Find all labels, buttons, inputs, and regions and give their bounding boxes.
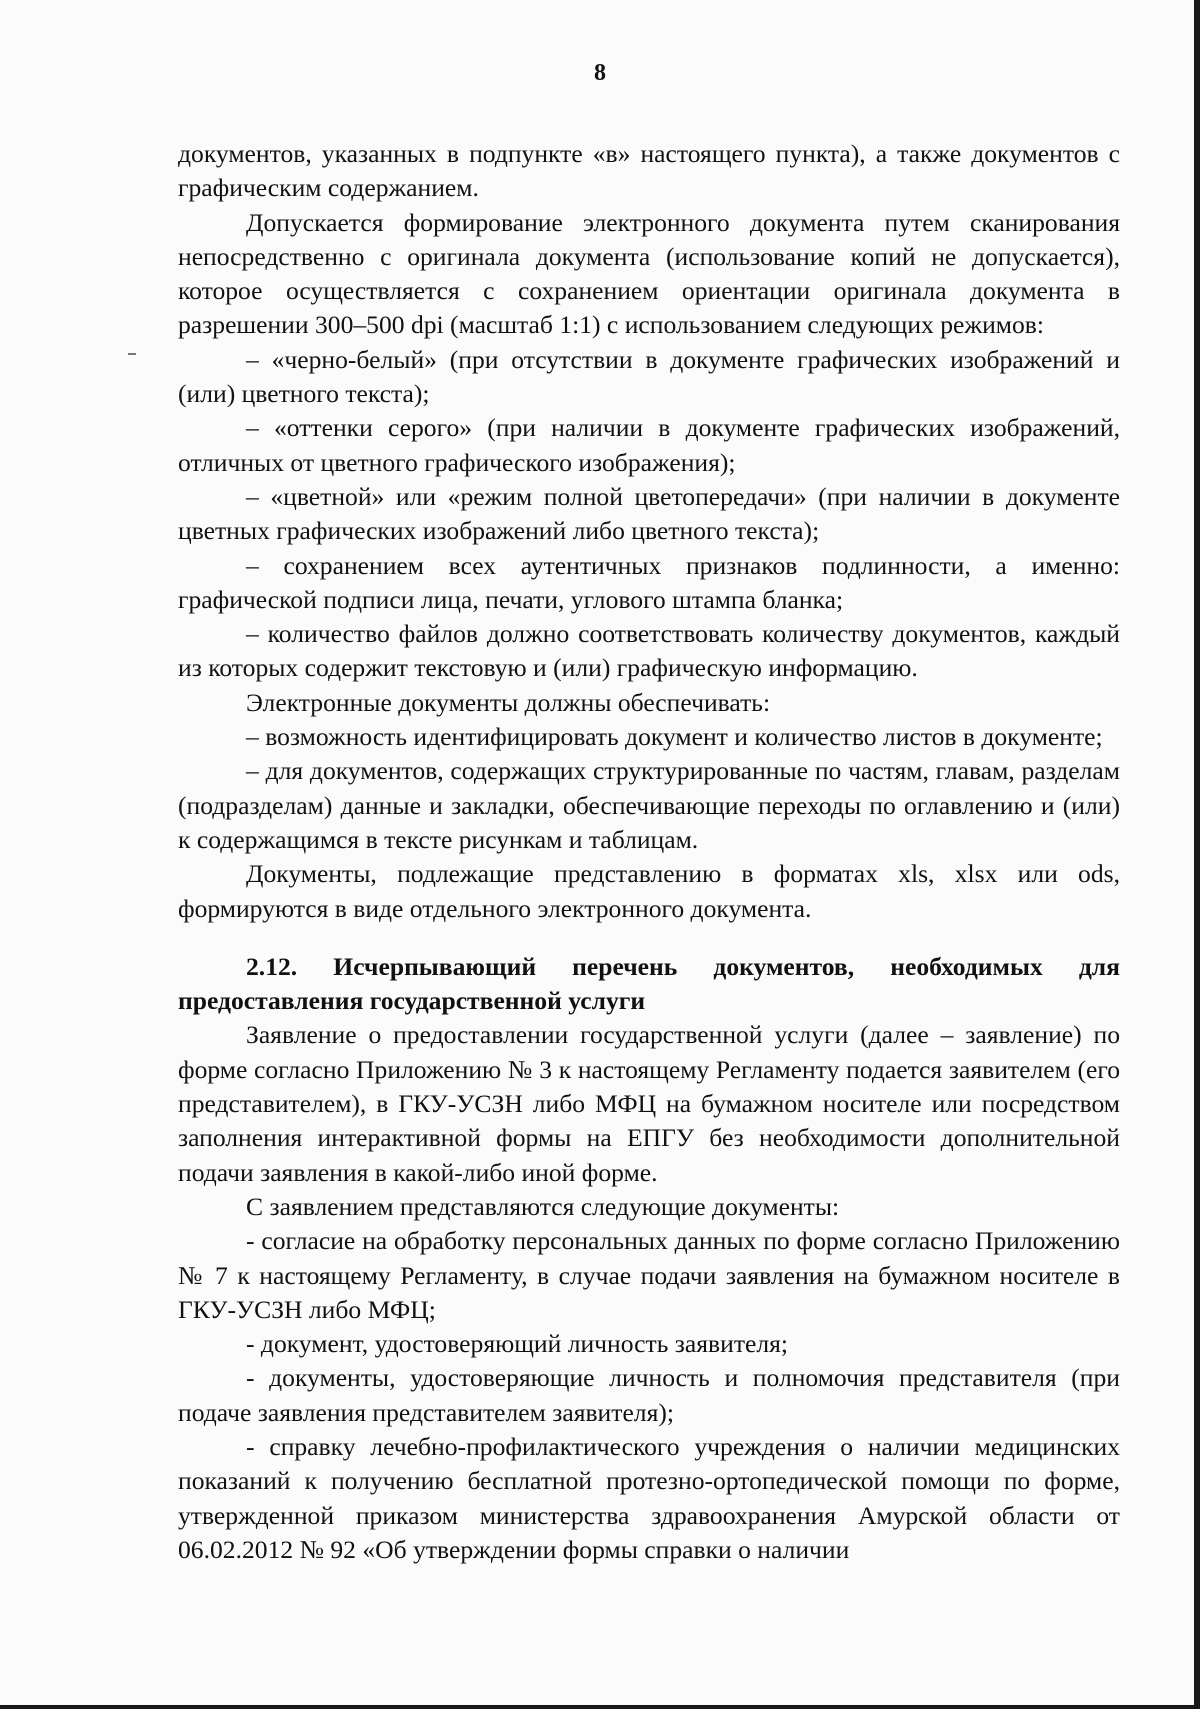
paragraph: документов, указанных в подпункте «в» настоящего пункта), а также документов с графическим содержанием. — [178, 139, 1120, 203]
list-item: – «цветной» или «режим полной цветопередачи» (при наличии в документе цветных графических изображений либо цветного текста); — [178, 481, 1120, 546]
paragraph: С заявлением представляются следующие документы: — [246, 1191, 840, 1221]
paragraph: Заявление о предоставлении государственной услуги (далее – заявление) по форме согласно Приложению № 3 к настоящему Регламенту подается заявителем (его представителем), в ГКУ-УСЗН либо МФЦ на бумажном носителе или посредством заполнения интерактивной формы на ЕПГУ без необходимости дополнительной подачи заявления в какой-либо иной форме. — [178, 1020, 1120, 1187]
scan-edge-bottom — [0, 1705, 1200, 1709]
paragraph: Документы, подлежащие представлению в форматах xls, xlsx или ods, формируются в виде отдельного электронного документа. — [178, 859, 1120, 923]
list-item: - документ, удостоверяющий личность заявителя; — [246, 1329, 789, 1359]
list-item: – количество файлов должно соответствовать количеству документов, каждый из которых содержит текстовую и (или) графическую информацию. — [178, 619, 1120, 683]
paragraph: Электронные документы должны обеспечивать: — [246, 687, 771, 717]
list-item: - документы, удостоверяющие личность и полномочия представителя (при подаче заявления представителем заявителя); — [178, 1363, 1120, 1427]
list-item: – возможность идентифицировать документ и количество листов в документе; — [246, 722, 1103, 752]
list-item: - согласие на обработку персональных данных по форме согласно Приложению № 7 к настоящему Регламенту, в случае подачи заявления на бумажном носителе в ГКУ-УСЗН либо МФЦ; — [178, 1226, 1120, 1324]
list-item: – «черно-белый» (при отсутствии в документе графических изображений и (или) цветного текста); — [178, 344, 1120, 409]
paragraph: Допускается формирование электронного документа путем сканирования непосредственно с оригинала документа (использование копий не допускается), которое осуществляется с сохранением ориентации оригинала документа в разрешении 300–500 dpi (масштаб 1:1) с использованием следующих режимов: — [178, 207, 1120, 340]
scan-edge-right — [1194, 0, 1200, 1709]
section-heading: 2.12. Исчерпывающий перечень документов, необходимых для предоставления государственной услуги — [178, 951, 1120, 1016]
list-item: – сохранением всех аутентичных признаков подлинности, а именно: графической подписи лица, печати, углового штампа бланка; — [178, 550, 1120, 614]
page-number: 8 — [594, 60, 606, 86]
list-item: - справку лечебно-профилактического учреждения о наличии медицинских показаний к получению бесплатной протезно-ортопедической помощи по форме, утвержденной приказом министерства здравоохранения Амурской области от 06.02.2012 № 92 «Об утверждении формы справки о наличии — [178, 1431, 1120, 1564]
list-item: – «оттенки серого» (при наличии в документе графических изображений, отличных от цветного графического изображения); — [178, 413, 1120, 477]
list-item: – для документов, содержащих структурированные по частям, главам, разделам (подразделам) данные и закладки, обеспечивающие переходы по оглавлению и (или) к содержащимся в тексте рисункам и таблицам. — [178, 756, 1120, 854]
scan-mark — [128, 353, 136, 355]
document-body — [178, 137, 1120, 1567]
